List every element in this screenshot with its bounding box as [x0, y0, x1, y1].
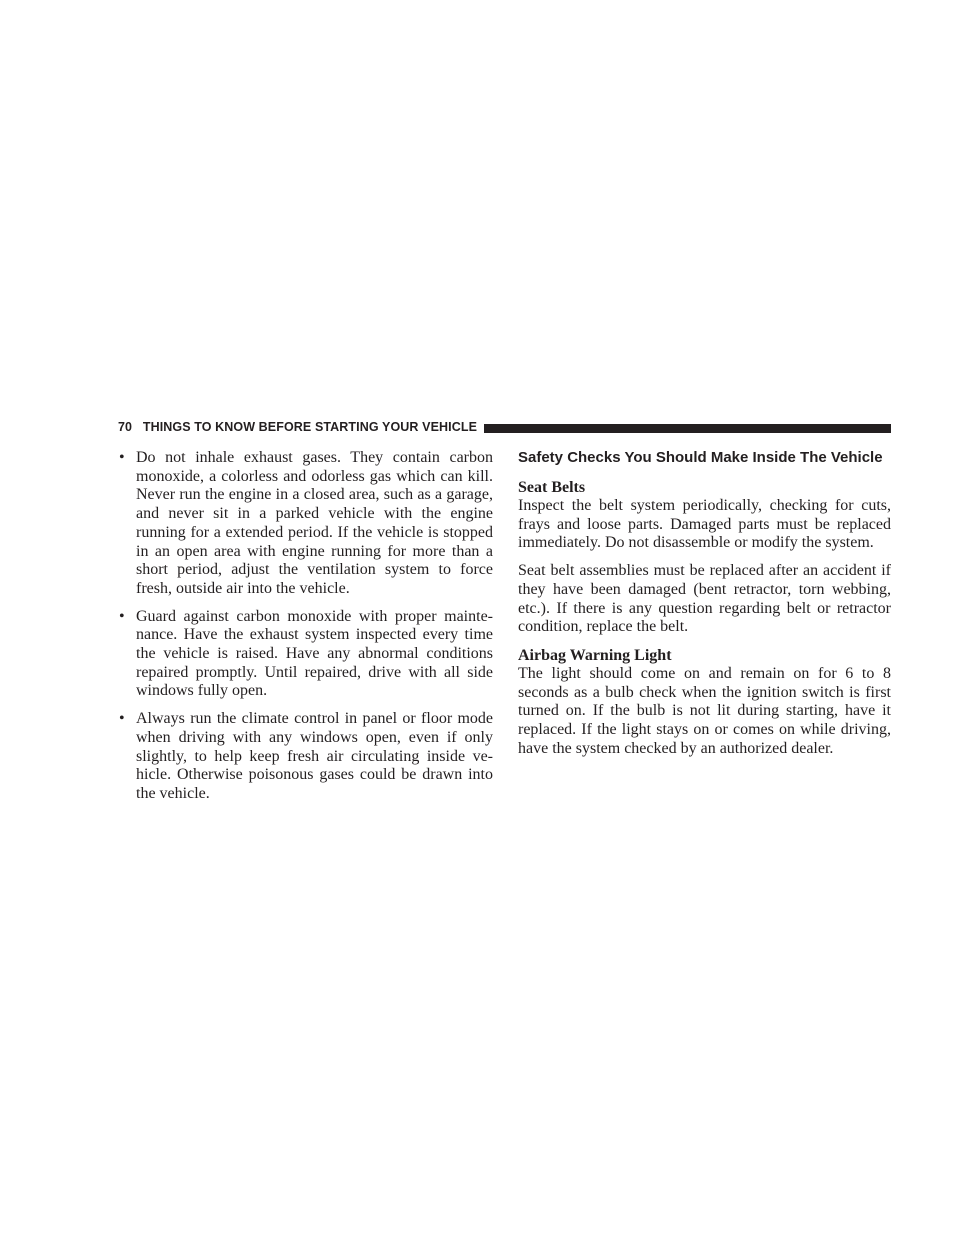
page-number: 70 [118, 420, 133, 434]
chapter-title: THINGS TO KNOW BEFORE STARTING YOUR VEHICLE [142, 420, 478, 434]
bullet-icon: • [119, 607, 125, 625]
airbag-warning-light-paragraph: The light should come on and remain on for 6 to 8 seconds as a bulb check when the ignition switch is first turned on. If the bulb is not lit during starting, have it replaced. If the light stays on or comes on while driving, have the system checked by an authorized dealer. [518, 664, 891, 757]
seat-belts-paragraph-2: Seat belt assemblies must be replaced after an accident if they have been damaged (bent retractor, torn webbing, etc.). If there is any question regarding belt or retractor condition, replace the belt. [518, 562, 891, 636]
bullet-text: Always run the climate control in panel or floor mode when driving with any windows open, even if only slightly, to help keep fresh air circulating inside ve-hicle. Otherwise poisonous gases could be drawn into the vehicle. [136, 710, 493, 802]
left-column [118, 449, 493, 813]
safety-bullet-list [118, 449, 493, 804]
list-item [118, 608, 493, 702]
header-rule [484, 424, 891, 433]
page-header [118, 420, 891, 434]
list-item [118, 710, 493, 804]
bullet-text: Do not inhale exhaust gases. They contain carbon monoxide, a colorless and odorless gas which can kill. Never run the engine in a closed area, such as a garage, and never sit in a parked vehicle with the engine running for a extended period. If the vehicle is stopped in an open area with engine running for more than a short period, adjust the ventilation system to force fresh, outside air into the vehicle. [136, 449, 493, 597]
bullet-icon: • [119, 449, 125, 466]
seat-belts-paragraph-1: Inspect the belt system periodically, checking for cuts, frays and loose parts. Damaged parts must be replaced immediately. Do not disassemble or modify the system. [518, 497, 891, 552]
running-header [118, 420, 477, 434]
airbag-warning-light-heading: Airbag Warning Light [518, 646, 672, 664]
list-item [118, 449, 493, 599]
bullet-text: Guard against carbon monoxide with proper mainte-nance. Have the exhaust system inspected every time the vehicle is raised. Have any abnormal conditions repaired promptly. Until repaired, drive with all side windows fully open. [136, 607, 493, 700]
right-column [518, 449, 891, 758]
bullet-icon: • [119, 710, 125, 728]
section-heading: Safety Checks You Should Make Inside The Vehicle [518, 449, 883, 466]
seat-belts-heading: Seat Belts [518, 479, 586, 496]
